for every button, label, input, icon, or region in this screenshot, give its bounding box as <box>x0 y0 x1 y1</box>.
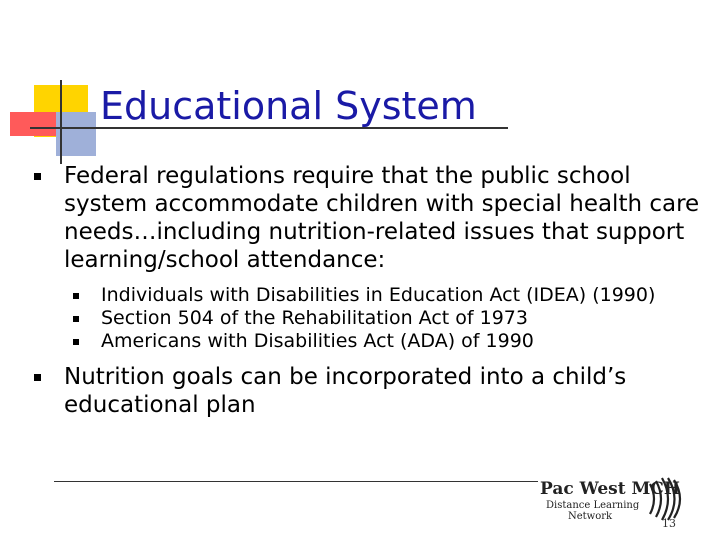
logo-name: Pac West MCH <box>540 479 680 499</box>
logo-subtitle: Distance Learning <box>546 500 640 511</box>
page-number: 13 <box>662 517 676 530</box>
bullet-square-icon <box>73 339 79 345</box>
bullet-square-icon <box>73 293 79 299</box>
bullet-text: Federal regulations require that the public school system accommodate children with special health care needs…including nutrition-related issues that support learning/school attendance: <box>64 163 700 273</box>
decor-red-rectangle <box>10 112 58 136</box>
bullet-list <box>30 162 710 429</box>
sub-bullet-item <box>30 330 710 353</box>
bullet-square-icon <box>34 173 41 180</box>
bullet-square-icon <box>34 374 41 381</box>
bullet-item <box>30 162 710 274</box>
sub-bullet-item <box>30 307 710 330</box>
footer-divider <box>54 481 538 482</box>
sub-bullet-item <box>30 284 710 307</box>
signal-arcs-icon <box>646 476 686 522</box>
sub-bullet-text: Americans with Disabilities Act (ADA) of 1990 <box>101 330 534 352</box>
decor-vertical-line <box>60 80 62 164</box>
bullet-square-icon <box>73 316 79 322</box>
sub-bullet-text: Individuals with Disabilities in Education Act (IDEA) (1990) <box>101 284 656 306</box>
bullet-text: Nutrition goals can be incorporated into a child’s educational plan <box>64 364 627 418</box>
decor-blue-square <box>56 112 96 156</box>
sub-bullet-list <box>30 284 710 353</box>
bullet-item <box>30 363 710 419</box>
slide-title: Educational System <box>100 84 477 128</box>
sub-bullet-text: Section 504 of the Rehabilitation Act of 1973 <box>101 307 528 329</box>
logo-subtitle-2: Network <box>568 511 613 522</box>
